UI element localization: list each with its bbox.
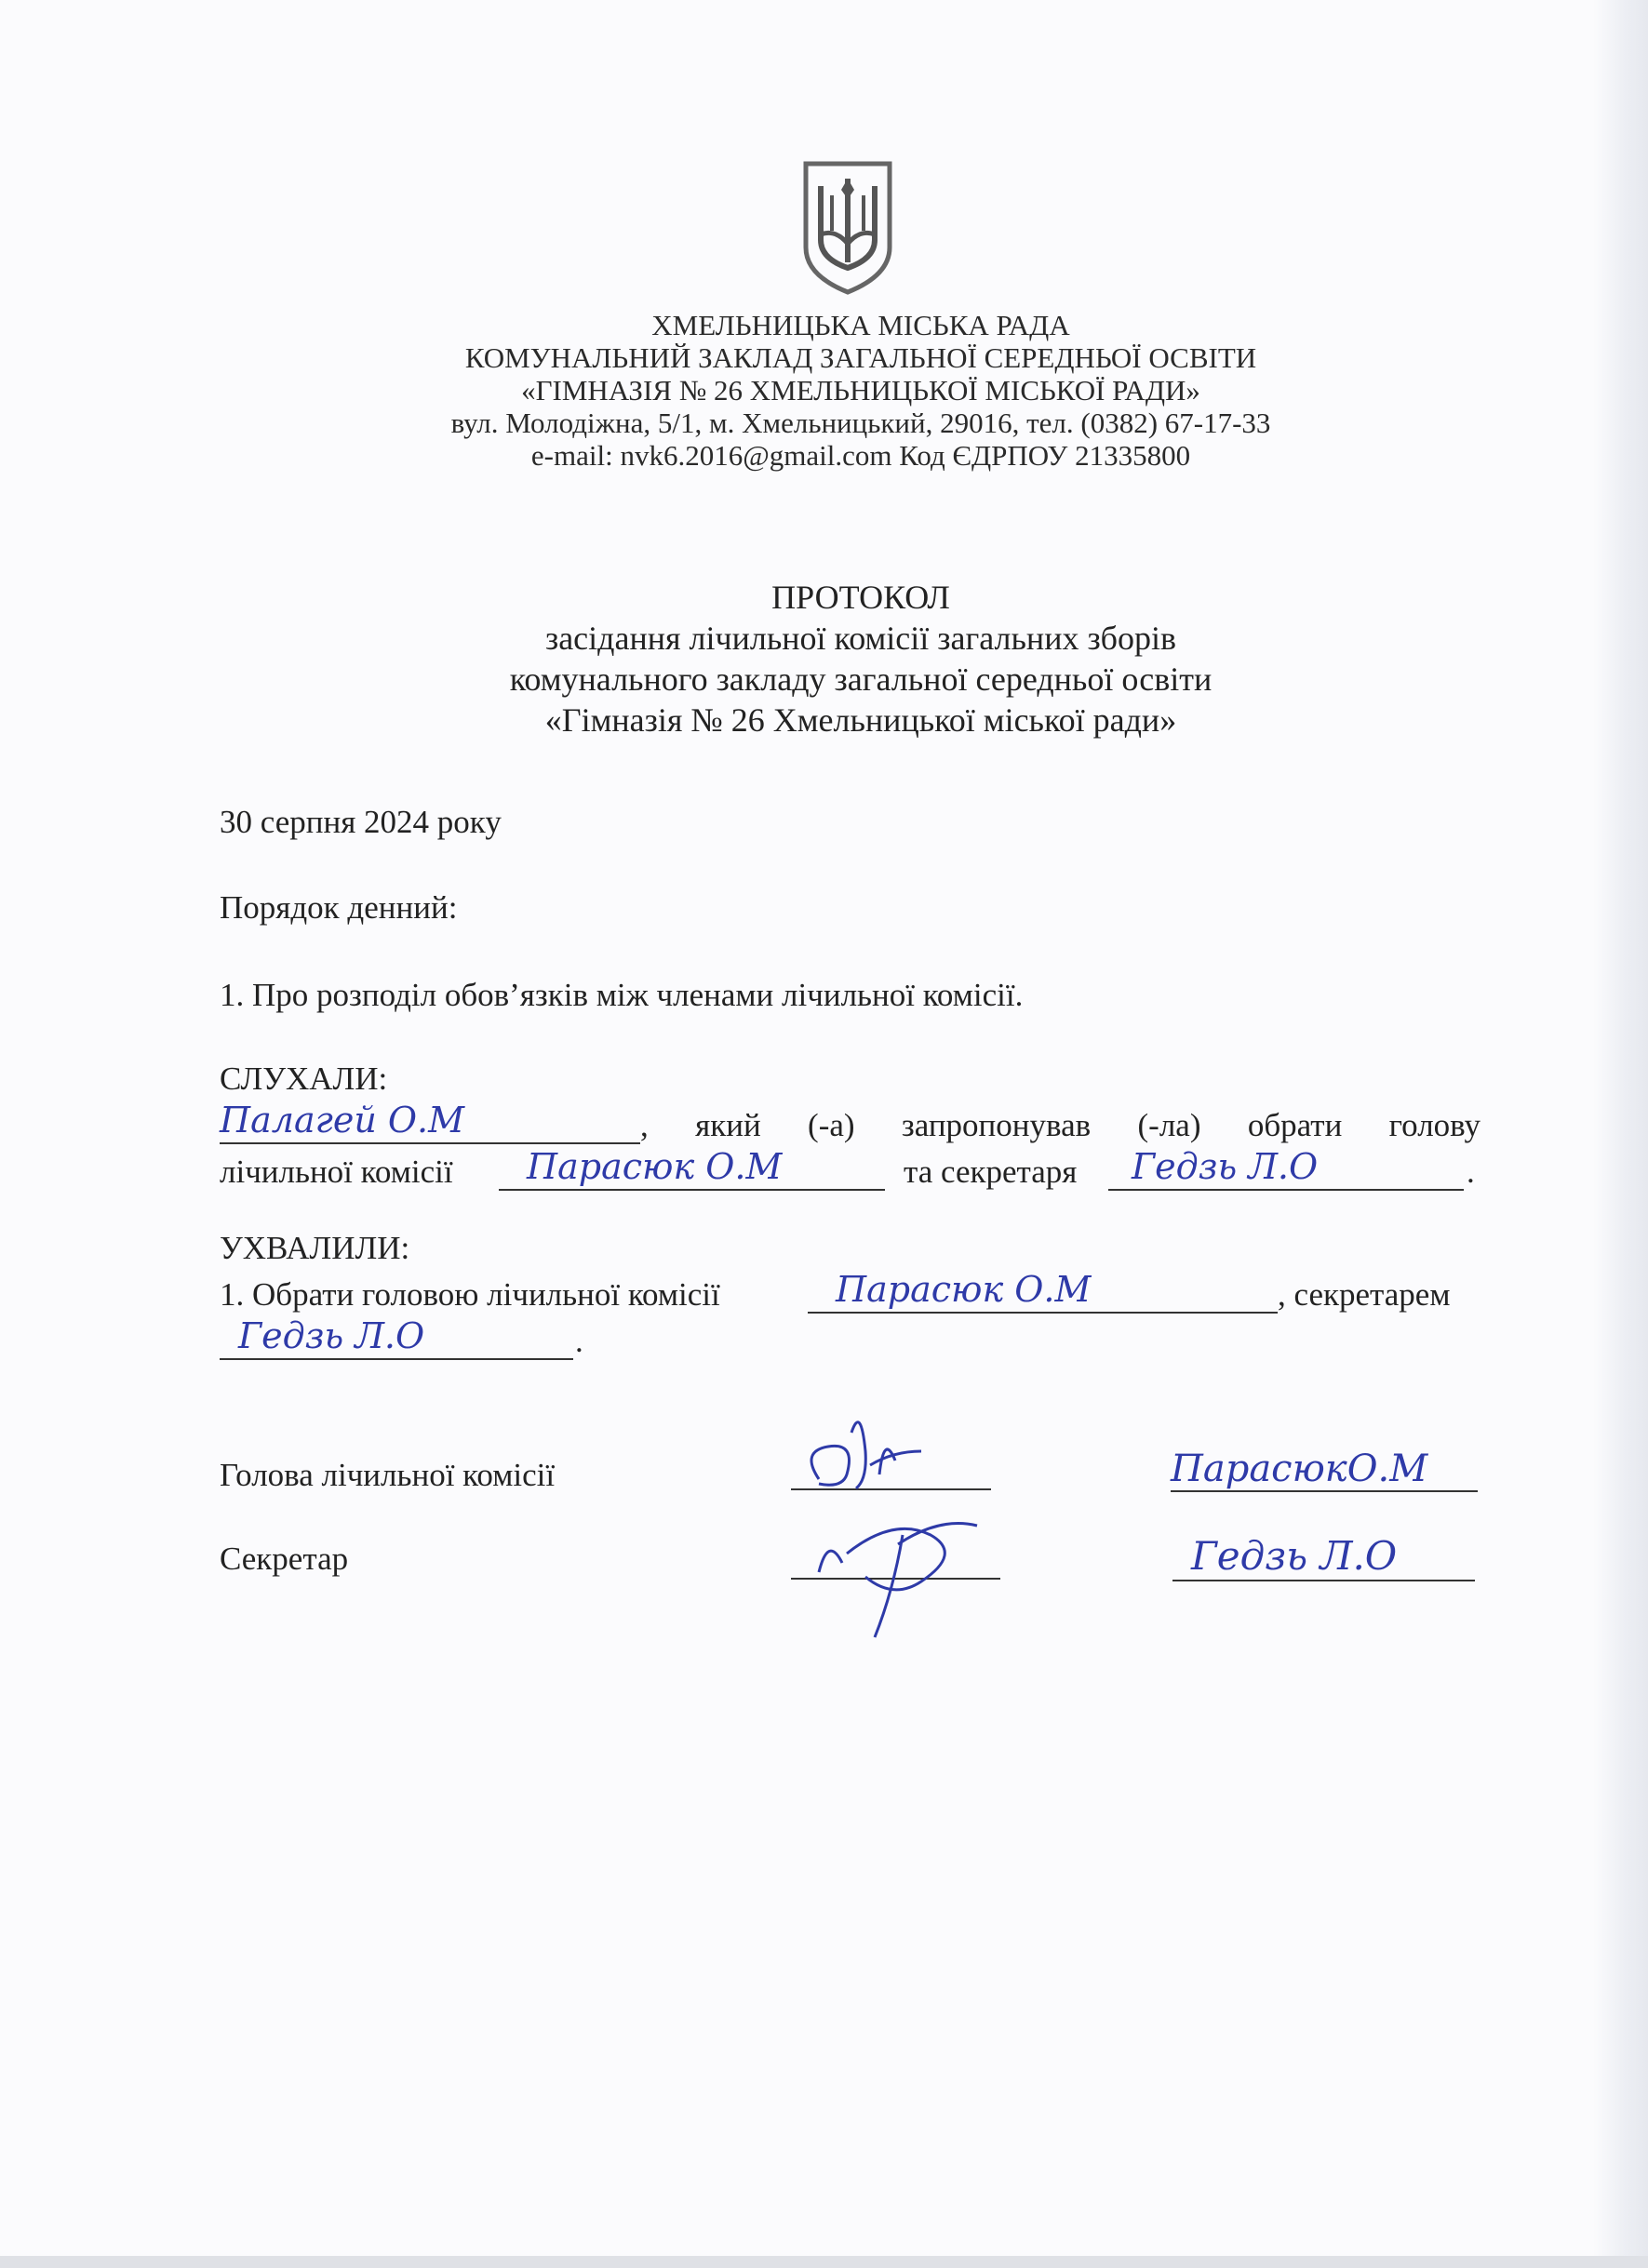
- decided-head-name-handwritten: Парасюк О.М: [808, 1271, 1278, 1314]
- address-line: вул. Молодіжна, 5/1, м. Хмельницький, 29016, тел. (0382) 67-17-33: [450, 407, 1271, 439]
- heard-end: .: [1467, 1154, 1475, 1190]
- heard-label: СЛУХАЛИ:: [220, 1061, 388, 1097]
- head-signature-label: Голова лічильної комісії: [220, 1457, 556, 1493]
- secretary-name-signed: Гедзь Л.О: [1172, 1533, 1475, 1581]
- protocol-subtitle-2: комунального закладу загальної середньої освіти: [509, 660, 1213, 698]
- heard-text-1: , який (-а) запропонував (-ла) обрати голову: [640, 1107, 1481, 1143]
- protocol-subtitle-3: «Гімназія № 26 Хмельницької міської ради»: [544, 701, 1177, 739]
- heard-text-3: та секретаря: [904, 1154, 1078, 1190]
- decided-end: .: [575, 1323, 583, 1359]
- head-name-handwritten: Парасюк О.М: [499, 1148, 885, 1191]
- secretary-signature-label: Секретар: [220, 1541, 349, 1577]
- heard-line-1: [220, 1100, 1481, 1150]
- decided-secretary-name-handwritten: Гедзь Л.О: [220, 1317, 573, 1360]
- head-name-signed: ПарасюкО.М: [1171, 1448, 1478, 1492]
- page-edge: [1593, 0, 1648, 2268]
- agenda-item: 1. Про розподіл обов’язків між членами лічильної комісії.: [220, 977, 1024, 1013]
- city-council-line: ХМЕЛЬНИЦЬКА МІСЬКА РАДА: [651, 309, 1070, 341]
- secretary-name-handwritten: Гедзь Л.О: [1108, 1148, 1464, 1191]
- decided-label: УХВАЛИЛИ:: [220, 1230, 410, 1266]
- institution-line: КОМУНАЛЬНИЙ ЗАКЛАД ЗАГАЛЬНОЇ СЕРЕДНЬОЇ ОСВІТИ: [464, 341, 1257, 374]
- contacts-line: e-mail: nvk6.2016@gmail.com Код ЄДРПОУ 21335800: [530, 439, 1191, 472]
- handwritten-signatures: [791, 1395, 1033, 1656]
- decided-text-2: , секретарем: [1278, 1276, 1451, 1313]
- letterhead: [279, 309, 1442, 472]
- protocol-title: [279, 577, 1442, 740]
- page-bottom-edge: [0, 2256, 1648, 2268]
- coat-of-arms-emblem: [798, 158, 897, 298]
- decided-line-1: [220, 1269, 1481, 1319]
- gymnasium-line: «ГІМНАЗІЯ № 26 ХМЕЛЬНИЦЬКОЇ МІСЬКОЇ РАДИ»: [521, 374, 1200, 407]
- protocol-heading: ПРОТОКОЛ: [771, 579, 950, 616]
- heard-text-2: лічильної комісії: [220, 1154, 453, 1190]
- heard-line-2: [220, 1146, 1481, 1196]
- decided-text-1: 1. Обрати головою лічильної комісії: [220, 1276, 720, 1313]
- protocol-subtitle-1: засідання лічильної комісії загальних зборів: [544, 620, 1176, 657]
- decided-line-2: [220, 1315, 685, 1366]
- speaker-name-handwritten: Палагей О.М: [220, 1101, 640, 1144]
- protocol-date: 30 серпня 2024 року: [220, 804, 502, 840]
- agenda-label: Порядок денний:: [220, 889, 458, 926]
